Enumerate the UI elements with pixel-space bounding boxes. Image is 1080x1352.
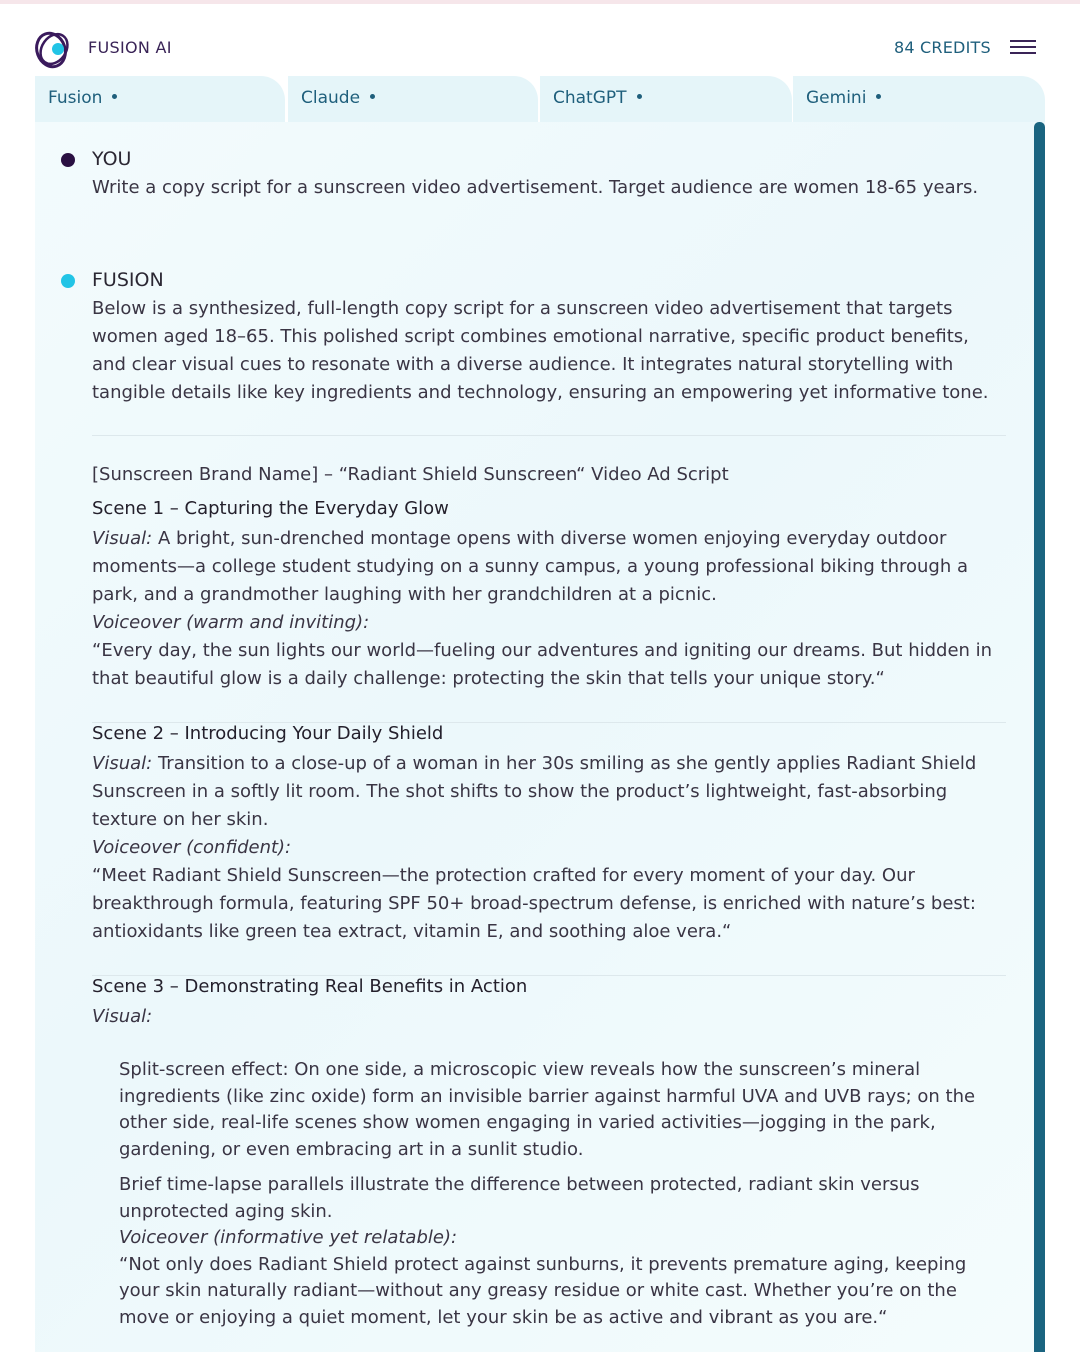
- fusion-intro: [92, 295, 1002, 407]
- tab-label: Claude: [301, 88, 361, 108]
- voiceover-quote: move or enjoying a quiet moment, let your skin be as active and vibrant as you are.“: [119, 1306, 888, 1328]
- voiceover-label: Voiceover (warm and inviting):: [92, 612, 370, 633]
- voiceover-quote: antioxidants like green tea extract, vitamin E, and soothing aloe vera.“: [92, 921, 732, 942]
- visual-text: Transition to a close-up of a woman in her 30s smiling as she gently applies Radiant Shield: [157, 753, 977, 774]
- visual-text: park, and a grandmother laughing with her grandchildren at a picnic.: [92, 584, 717, 605]
- scene-2-visual-line: [92, 750, 1002, 778]
- scene-3-visual-label: Visual:: [92, 1006, 153, 1027]
- scene-1-body: [92, 525, 1002, 693]
- voiceover-label: Voiceover (confident):: [92, 837, 292, 858]
- tab-label: Fusion: [48, 88, 103, 108]
- tab-gemini[interactable]: [793, 76, 1045, 122]
- scene-1-visual-line: [92, 525, 1002, 553]
- model-tabs: [35, 76, 1045, 122]
- intro-line: tangible details like key ingredients and technology, ensuring an empowering yet informative tone.: [92, 382, 989, 403]
- status-dot-icon: [370, 94, 375, 99]
- visual-text: other side, real-life scenes show women engaging in varied activities—jogging in the park,: [119, 1112, 936, 1133]
- user-bullet-icon: [61, 153, 75, 167]
- user-message: Write a copy script for a sunscreen video advertisement. Target audience are women 18-65 years.: [92, 177, 979, 198]
- brand-name: FUSION AI: [88, 38, 172, 57]
- fusion-bullet-icon: [61, 274, 75, 288]
- status-dot-icon: [876, 94, 881, 99]
- user-sender-label: YOU: [92, 148, 132, 170]
- tab-fusion[interactable]: [35, 76, 285, 122]
- scene-3-visual-para-2: [119, 1172, 999, 1331]
- tab-label: ChatGPT: [553, 88, 627, 108]
- scene-1-heading: Scene 1 – Capturing the Everyday Glow: [92, 498, 449, 519]
- status-dot-icon: [637, 94, 642, 99]
- visual-text: ingredients (like zinc oxide) form an invisible barrier against harmful UVA and UVB rays; on the: [119, 1085, 976, 1107]
- intro-line: women aged 18–65. This polished script combines emotional narrative, specific product benefits,: [92, 326, 969, 347]
- divider: [92, 435, 1006, 436]
- visual-text: Brief time-lapse parallels illustrate the difference between protected, radiant skin versus: [119, 1174, 920, 1195]
- visual-text: texture on her skin.: [92, 809, 269, 830]
- visual-text: Split-screen effect: On one side, a microscopic view reveals how the sunscreen’s mineral: [119, 1059, 921, 1080]
- tab-chatgpt[interactable]: [540, 76, 792, 122]
- app-header: [0, 4, 1080, 76]
- scene-3-visual-para-1: [119, 1057, 999, 1163]
- intro-line: and clear visual cues to resonate with a diverse audience. It integrates natural storytelling with: [92, 354, 954, 375]
- voiceover-quote: “Every day, the sun lights our world—fueling our adventures and igniting our dreams. But hidden in: [92, 640, 993, 661]
- visual-text: Sunscreen in a softly lit room. The shot shifts to show the product’s lightweight, fast-absorbing: [92, 781, 948, 802]
- scene-2-body: [92, 750, 1002, 946]
- tab-claude[interactable]: [288, 76, 538, 122]
- voiceover-label: Voiceover (informative yet relatable):: [119, 1227, 458, 1248]
- visual-text: gardening, or even embracing art in a sunlit studio.: [119, 1138, 584, 1160]
- chat-scrollbar[interactable]: [1034, 122, 1045, 1352]
- fusion-sender-label: FUSION: [92, 269, 164, 291]
- hamburger-menu-icon[interactable]: [1010, 40, 1036, 56]
- tab-label: Gemini: [806, 88, 867, 108]
- voiceover-quote: that beautiful glow is a daily challenge: protecting the skin that tells your unique story.“: [92, 668, 885, 689]
- visual-text: unprotected aging skin.: [119, 1200, 333, 1222]
- script-title: [Sunscreen Brand Name] – “Radiant Shield Sunscreen“ Video Ad Script: [92, 464, 729, 485]
- voiceover-quote: your skin naturally radiant—without any greasy residue or white cast. Whether you’re on the: [119, 1280, 957, 1301]
- scene-2-heading: Scene 2 – Introducing Your Daily Shield: [92, 723, 444, 744]
- status-dot-icon: [112, 94, 117, 99]
- visual-label: Visual:: [92, 753, 153, 774]
- visual-text: moments—a college student studying on a sunny campus, a young professional biking through a: [92, 556, 969, 577]
- fusion-logo-icon[interactable]: [34, 28, 72, 70]
- intro-line: Below is a synthesized, full-length copy script for a sunscreen video advertisement that targets: [92, 298, 953, 319]
- scene-3-heading: Scene 3 – Demonstrating Real Benefits in Action: [92, 976, 528, 997]
- credits-counter[interactable]: 84 CREDITS: [894, 38, 991, 57]
- voiceover-quote: “Meet Radiant Shield Sunscreen—the protection crafted for every moment of your day. Our: [92, 865, 915, 886]
- voiceover-quote: breakthrough formula, featuring SPF 50+ broad-spectrum defense, is enriched with nature’s best:: [92, 893, 976, 914]
- voiceover-quote: “Not only does Radiant Shield protect against sunburns, it prevents premature aging, keeping: [119, 1253, 967, 1275]
- visual-label: Visual:: [92, 528, 153, 549]
- visual-text: A bright, sun-drenched montage opens with diverse women enjoying everyday outdoor: [157, 528, 947, 549]
